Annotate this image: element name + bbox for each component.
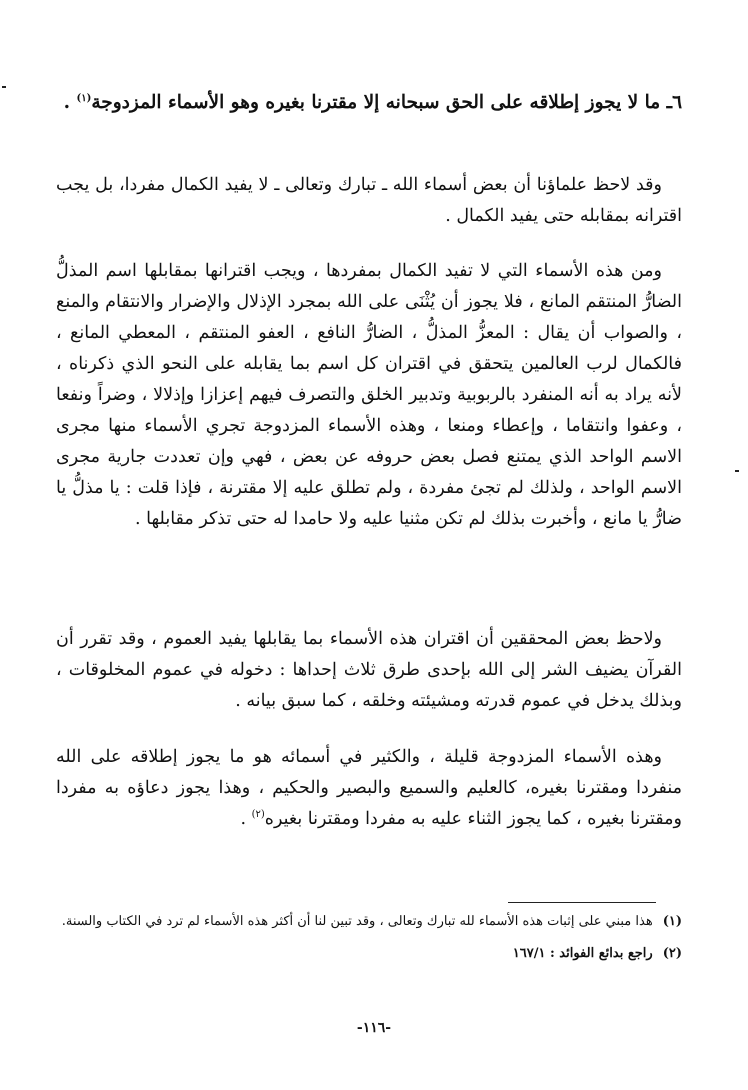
footnote-item — [60, 942, 682, 966]
heading-tail: . — [63, 92, 77, 113]
paragraph-4 — [56, 742, 682, 835]
paragraph-1: وقد لاحظ علماؤنا أن بعض أسماء الله ـ تبارك وتعالى ـ لا يفيد الكمال مفردا، بل يجب اقترانه بمقابله حتى يفيد الكمال . — [56, 175, 682, 226]
section-heading — [56, 86, 682, 119]
footnotes — [60, 910, 682, 974]
paragraph-3: ولاحظ بعض المحققين أن اقتران هذه الأسماء بما يقابلها يفيد العموم ، وقد تقرر أن القرآن يضيف الشر إلى الله بإحدى طرق ثلاث إحداها : دخوله في عموم المخلوقات ، وبذلك يدخل في عموم قدرته ومشيئته وخلقه ، كما سبق بيانه . — [56, 629, 682, 711]
footnote-text: راجع بدائع الفوائد : ١٦٧/١ — [512, 946, 653, 961]
paragraph-4-tail: . — [240, 809, 252, 829]
margin-mark — [2, 86, 6, 88]
footnote-number: (٢) — [662, 946, 682, 961]
margin-mark — [735, 470, 739, 472]
footnote-divider — [508, 902, 656, 903]
footnote-text: هذا مبني على إثبات هذه الأسماء لله تبارك وتعالى ، وقد تبين لنا أن أكثر هذه الأسماء لم ترد في الكتاب والسنة. — [61, 914, 653, 929]
footnote-ref-1[interactable]: (١) — [76, 92, 92, 104]
page-number: -١١٦- — [356, 1020, 392, 1036]
paragraph-2: ومن هذه الأسماء التي لا تفيد الكمال بمفردها ، ويجب اقترانها بمقابلها اسم المذلُّ الضارُّ المنتقم المانع ، فلا يجوز أن يُثْنَى على الله بمجرد الإذلال والإضرار والانتقام والمنع ، والصواب أن يقال : المعزُّ المذلُّ ، الضارُّ النافع ، العفو المنتقم ، المعطي المانع ، فالكمال لرب العالمين يتحقق في اقتران كل اسم بما يقابله على النحو الذي ذكرناه ، لأنه يراد به أنه المنفرد بالربوبية وتدبير الخلق والتصرف فيهم إعزازا وإذلالا ، وضراً ونفعا ، وعفوا وانتقاما ، وإعطاء ومنعا ، وهذه الأسماء المزدوجة تجري الأسماء منها مجرى الاسم الواحد الذي يمتنع فصل بعض حروفه عن بعض ، فهي وإن تعددت جارية مجرى الاسم الواحد ، ولذلك لم تجئ مفردة ، ولم تطلق عليه إلا مقترنة ، فإذا قلت : يا مذلُّ يا ضارُّ يا مانع ، وأخبرت بذلك لم تكن مثنيا عليه ولا حامدا له حتى تذكر مقابلها . — [56, 261, 682, 529]
footnote-ref-2[interactable]: (٢) — [251, 809, 265, 821]
paragraph-4-text: وهذه الأسماء المزدوجة قليلة ، والكثير في أسمائه هو ما يجوز إطلاقه على الله منفردا ومقترنا بغيره، كالعليم والسميع والبصير والحكيم ، وهذا يجوز دعاؤه به مفردا ومقترنا بغيره ، كما يجوز الثناء عليه به مفردا ومقترنا بغيره — [56, 747, 682, 829]
footnote-item — [60, 910, 682, 934]
footnote-number: (١) — [662, 914, 682, 929]
heading-text: ٦ـ ما لا يجوز إطلاقه على الحق سبحانه إلا مقترنا بغيره وهو الأسماء المزدوجة — [91, 92, 682, 113]
